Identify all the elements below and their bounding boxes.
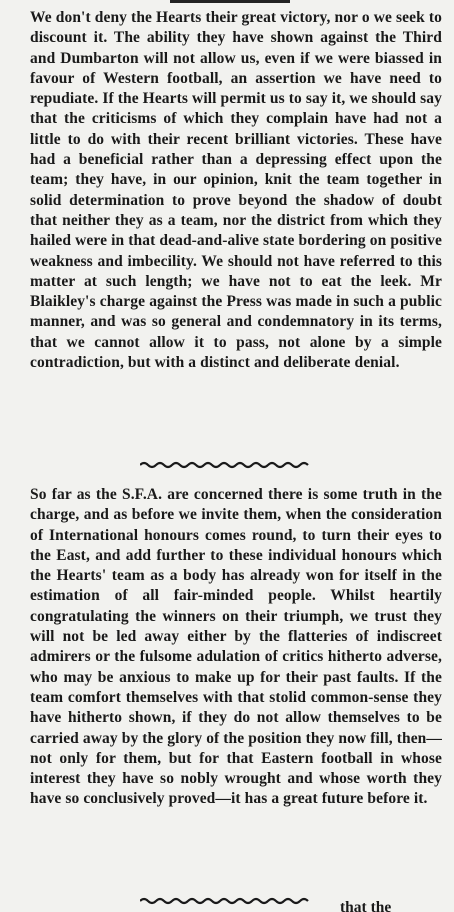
top-rule [170, 0, 290, 3]
next-paragraph-fragment: that the [340, 899, 392, 912]
article-paragraph-1: We don't deny the Hearts their great victory, nor o we seek to discount it. The ability they have shown against the Third and Dumbarton will not allow us, even if we were biassed in favour of Western football, an assertion we have need to repudiate. If the Hearts will permit us to say it, we should say that the criticisms of which they complain have had not a little to do with their recent brilliant victories. These have had a beneficial rather than a depressing effect upon the team; they have, in our opinion, knit the team together in solid determination to prove beyond the shadow of doubt that neither they as a team, nor the district from which they hailed were in that dead-and-alive state bordering on positive weakness and imbecility. We should not have referred to this matter at such length; we have not to eat the leek. Mr Blaikley's charge against the Press was made in such a public manner, and was so general and condemnatory in its terms, that we cannot allow it to pass, not alone by a simple contradiction, but with a distinct and deliberate denial. [30, 9, 442, 372]
article-paragraph-2: So far as the S.F.A. are concerned there is some truth in the charge, and as before we invite them, when the consideration of International honours comes round, to turn their eyes to the East, and add further to these individual honours which the Hearts' team as a body has already won for itself in the estimation of all fair-minded people. Whilst heartily congratulating the winners on their triumph, we trust they will not be led away either by the flatteries of indiscreet admirers or the fulsome adulation of critics hitherto adverse, who may be anxious to make up for their past faults. If the team comfort themselves with that stolid common-sense they have hitherto shown, if they do not allow themselves to be carried away by the glory of the position they now fill, then—not only for them, but for that Eastern football in whose interest they have so nobly wrought and whose worth they have so conclusively proved—it has a great future before it. [30, 486, 442, 808]
section-divider [140, 460, 310, 470]
section-divider-bottom [140, 896, 310, 906]
